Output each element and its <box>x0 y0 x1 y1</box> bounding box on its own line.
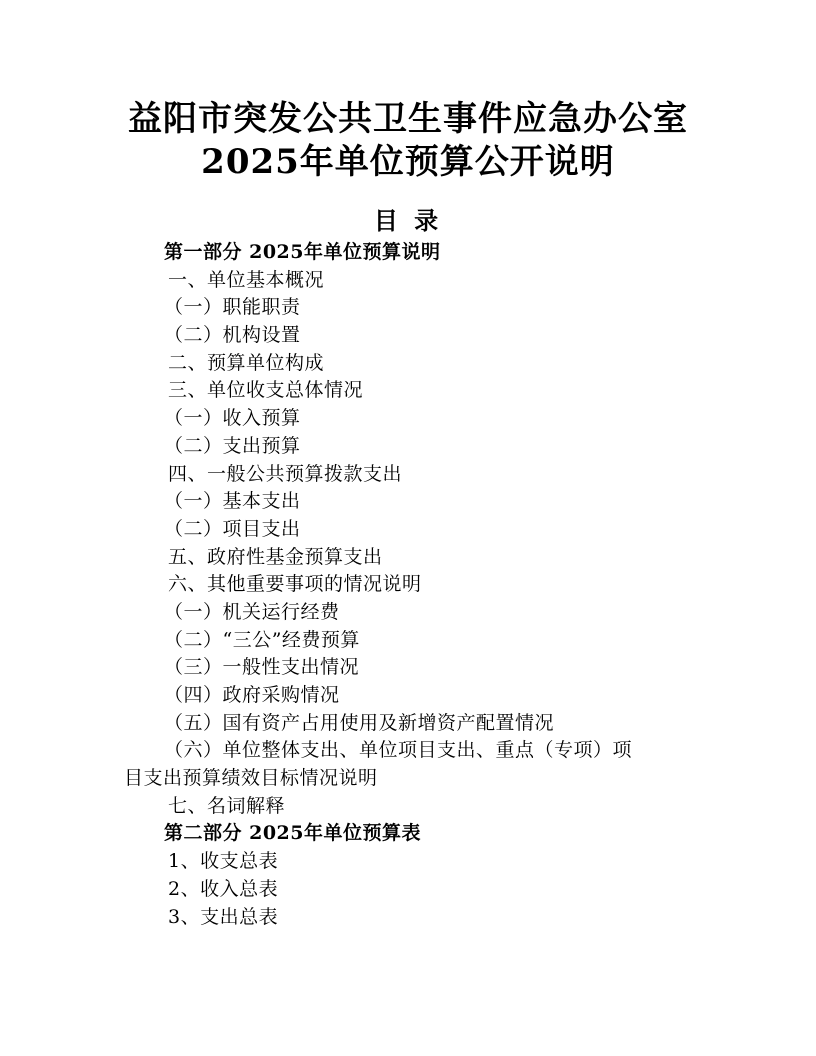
toc-entry: （二）项目支出 <box>164 517 301 540</box>
toc-entry: 2、收入总表 <box>168 877 279 900</box>
toc-entry: 三、单位收支总体情况 <box>168 379 364 402</box>
toc-entry: （二）“三公”经费预算 <box>164 628 360 651</box>
toc-entry: （四）政府采购情况 <box>164 684 340 706</box>
toc-entry: 3、支出总表 <box>168 905 279 928</box>
toc-heading: 目 录 <box>373 206 443 235</box>
toc-entry: 六、其他重要事项的情况说明 <box>168 573 422 596</box>
toc-entry-continuation: 目支出预算绩效目标情况说明 <box>124 767 378 790</box>
toc-entry: 七、名词解释 <box>168 794 286 817</box>
table-of-contents <box>124 239 694 931</box>
toc-entry: （五）国有资产占用使用及新增资产配置情况 <box>164 711 555 734</box>
document-title-line-1: 益阳市突发公共卫生事件应急办公室 <box>128 99 688 139</box>
toc-entry-part-2: 第二部分 2025年单位预算表 <box>164 822 421 845</box>
toc-entry: （三）一般性支出情况 <box>164 656 360 679</box>
toc-entry: 1、收支总表 <box>168 850 279 873</box>
toc-entry: （二）支出预算 <box>164 434 301 457</box>
toc-entry: 一、单位基本概况 <box>168 268 325 291</box>
toc-entry: （一）机关运行经费 <box>164 600 340 623</box>
toc-entry: （一）收入预算 <box>164 407 301 430</box>
toc-entry: 五、政府性基金预算支出 <box>168 545 383 568</box>
toc-entry: （一）职能职责 <box>164 296 301 319</box>
toc-entry: （一）基本支出 <box>164 490 301 513</box>
toc-entry: 四、一般公共预算拨款支出 <box>168 462 403 485</box>
toc-entry: （六）单位整体支出、单位项目支出、重点（专项）项 <box>164 739 633 762</box>
toc-entry: （二）机构设置 <box>164 324 301 347</box>
toc-entry: 二、预算单位构成 <box>168 351 325 374</box>
document-title-line-2: 2025年单位预算公开说明 <box>201 142 615 182</box>
toc-entry-part-1: 第一部分 2025年单位预算说明 <box>164 241 441 263</box>
